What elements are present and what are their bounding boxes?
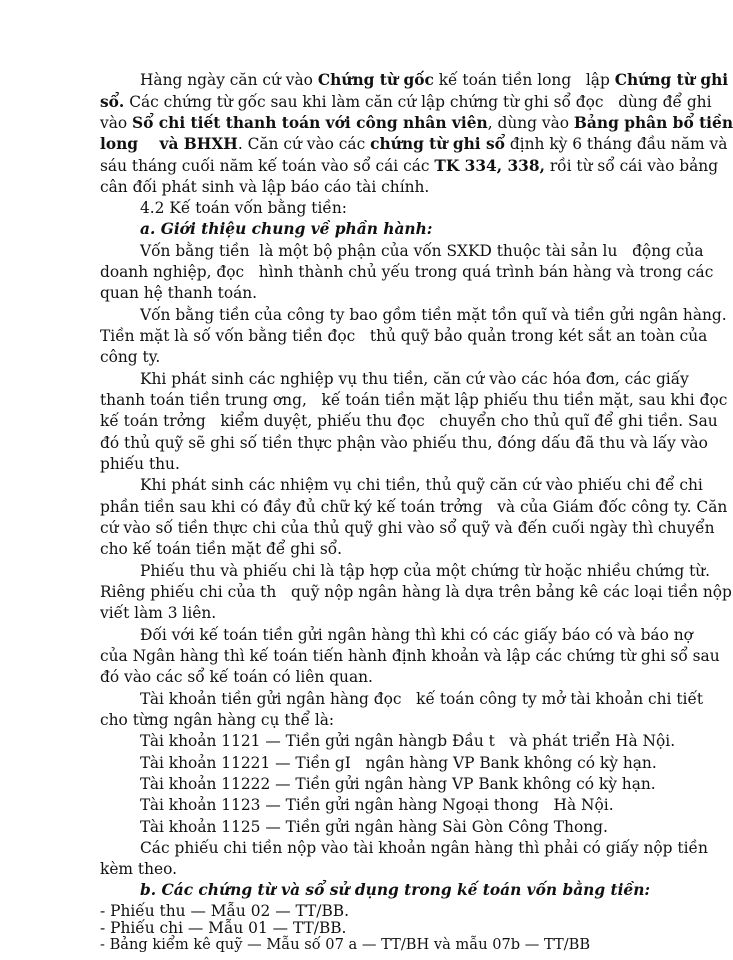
subsection-heading-b: b. Các chứng từ và sổ sử dụng trong kế toán vốn bằng tiền: bbox=[140, 881, 651, 899]
para-1-line-2: sổ. Các chứng từ gốc sau khi làm căn cứ lập chứng từ ghi sổ đọc dùng để ghi bbox=[100, 93, 712, 111]
para-4-line-1: Khi phát sinh các nghiệp vụ thu tiền, căn cứ vào các hóa đơn, các giấy bbox=[140, 370, 689, 388]
para-1-line-6: cân đối phát sinh và lập báo cáo tài chính. bbox=[100, 178, 430, 196]
para-2-line-1: Vốn bằng tiền là một bộ phận của vốn SXKD thuộc tài sản lu động của bbox=[140, 242, 704, 260]
para-2-line-3: quan hệ thanh toán. bbox=[100, 284, 258, 302]
list-item: - Bảng kiểm kê quỹ — Mẫu số 07 a — TT/BH và mẫu 07b — TT/BB bbox=[100, 936, 591, 953]
account-item: Tài khoản 11222 — Tiền gửi ngân hàng VP Bank không có kỳ hạn. bbox=[140, 775, 656, 793]
para-4-line-2: thanh toán tiền trung ơng, kế toán tiền mặt lập phiếu thu tiền mặt, sau khi đọc bbox=[100, 391, 728, 409]
list-item: - Phiếu chi — Mẫu 01 — TT/BB. bbox=[100, 919, 347, 937]
para-4-line-5: phiếu thu. bbox=[100, 455, 180, 473]
para-6-line-2: Riêng phiếu chi của th quỹ nộp ngân hàng là dựa trên bảng kê các loại tiền nộp bbox=[100, 583, 732, 601]
para-8-line-1: Tài khoản tiền gửi ngân hàng đọc kế toán công ty mở tài khoản chi tiết bbox=[140, 690, 704, 708]
para-4-line-3: kế toán trởng kiểm duyệt, phiếu thu đọc chuyển cho thủ quĩ để ghi tiền. Sau bbox=[100, 412, 718, 430]
account-item: Tài khoản 11221 — Tiền gI ngân hàng VP Bank không có kỳ hạn. bbox=[140, 754, 657, 772]
para-5-line-4: cho kế toán tiền mặt để ghi sổ. bbox=[100, 540, 343, 558]
para-1-line-3: vào Sổ chi tiết thanh toán với công nhân viên, dùng vào Bảng phân bổ tiền bbox=[100, 114, 733, 132]
account-item: Tài khoản 1121 — Tiền gửi ngân hàngb Đầu t và phát triển Hà Nội. bbox=[140, 732, 676, 750]
para-3-line-1: Vốn bằng tiền của công ty bao gồm tiền mặt tồn quĩ và tiền gửi ngân hàng. bbox=[140, 306, 727, 324]
section-heading-4-2: 4.2 Kế toán vốn bằng tiền: bbox=[140, 199, 347, 217]
para-5-line-1: Khi phát sinh các nhiệm vụ chi tiền, thủ quỹ căn cứ vào phiếu chi để chi bbox=[140, 476, 703, 494]
account-item: Tài khoản 1125 — Tiền gửi ngân hàng Sài Gòn Công Thong. bbox=[140, 818, 608, 836]
para-6-line-1: Phiếu thu và phiếu chi là tập hợp của một chứng từ hoặc nhiều chứng từ. bbox=[140, 562, 711, 580]
para-5-line-2: phần tiền sau khi có đầy đủ chữ ký kế toán trởng và của Giám đốc công ty. Căn bbox=[100, 498, 728, 516]
para-9-line-1: Các phiếu chi tiền nộp vào tài khoản ngân hàng thì phải có giấy nộp tiền bbox=[140, 839, 708, 857]
para-9-line-2: kèm theo. bbox=[100, 860, 178, 878]
para-3-line-2: Tiền mặt là số vốn bằng tiền đọc thủ quỹ bảo quản trong két sắt an toàn của bbox=[100, 327, 708, 345]
para-1-line-5: sáu tháng cuối năm kế toán vào sổ cái các TK 334, 338, rồi từ sổ cái vào bảng bbox=[100, 157, 719, 175]
para-4-line-4: đó thủ quỹ sẽ ghi số tiền thực phận vào phiếu thu, đóng dấu đã thu và lấy vào bbox=[100, 434, 708, 452]
list-item: - Phiếu thu — Mẫu 02 — TT/BB. bbox=[100, 902, 350, 920]
account-item: Tài khoản 1123 — Tiền gửi ngân hàng Ngoại thong Hà Nội. bbox=[140, 796, 614, 814]
para-7-line-1: Đối với kế toán tiền gửi ngân hàng thì khi có các giấy báo có và báo nợ bbox=[140, 626, 693, 644]
para-7-line-2: của Ngân hàng thì kế toán tiến hành định khoản và lập các chứng từ ghi sổ sau bbox=[100, 647, 720, 665]
para-3-line-3: công ty. bbox=[100, 348, 161, 366]
para-5-line-3: cứ vào số tiền thực chi của thủ quỹ ghi vào sổ quỹ và đến cuối ngày thì chuyển bbox=[100, 519, 715, 537]
para-7-line-3: đó vào các sổ kế toán có liên quan. bbox=[100, 668, 373, 686]
para-6-line-3: viết làm 3 liên. bbox=[100, 604, 217, 622]
subsection-heading-a: a. Giới thiệu chung về phần hành: bbox=[140, 220, 433, 238]
para-1-line-4: long và BHXH. Căn cứ vào các chứng từ ghi sổ định kỳ 6 tháng đầu năm và bbox=[100, 135, 728, 153]
para-1-line-1: Hàng ngày căn cứ vào Chứng từ gốc kế toán tiền long lập Chứng từ ghi bbox=[140, 71, 729, 89]
para-2-line-2: doanh nghiệp, đọc hình thành chủ yếu trong quá trình bán hàng và trong các bbox=[100, 263, 714, 281]
para-8-line-2: cho từng ngân hàng cụ thể là: bbox=[100, 711, 335, 729]
